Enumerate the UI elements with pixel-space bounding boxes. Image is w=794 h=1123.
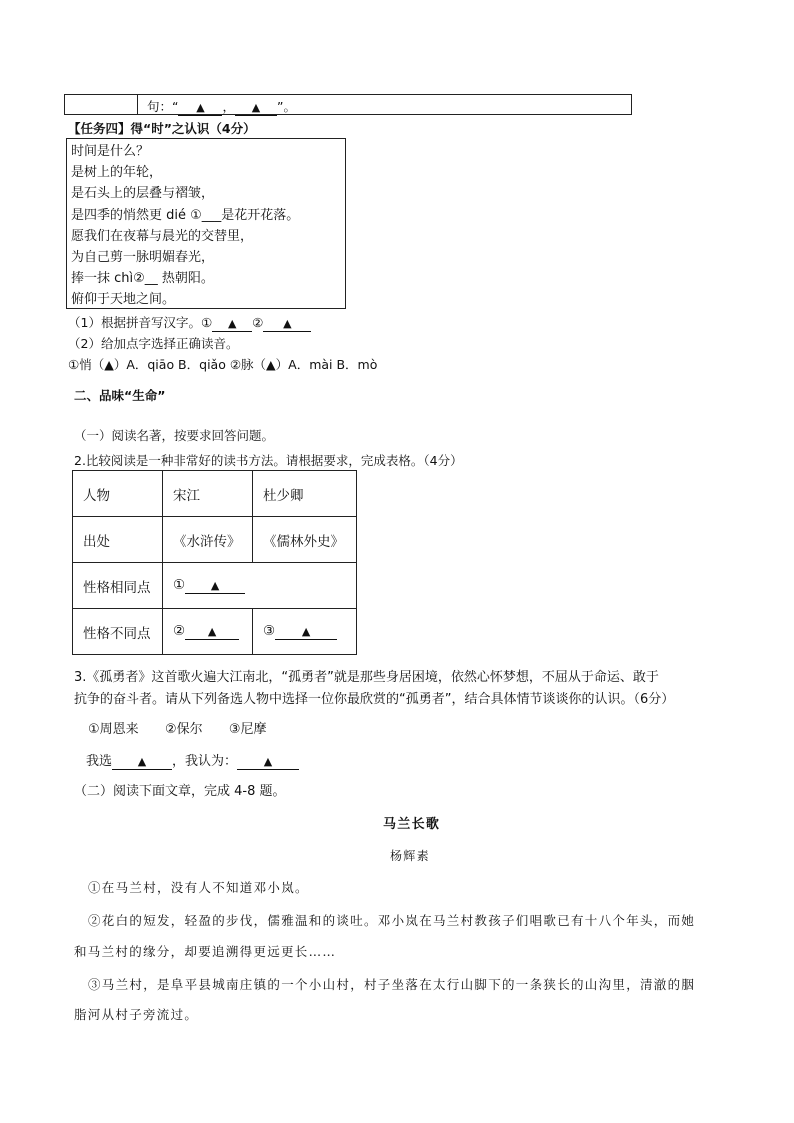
table-cell-answer [163, 609, 253, 655]
triangle-mark: ▲ [263, 755, 273, 768]
answer-blank[interactable] [112, 755, 172, 770]
table-cell: 杜少卿 [253, 471, 357, 517]
table-cell: 《儒林外史》 [253, 517, 357, 563]
table-row [73, 471, 357, 517]
question3-options [88, 718, 267, 737]
task4-title: 【任务四】得“时”之认识（4分） [68, 121, 256, 136]
poem-line: 愿我们在夜幕与晨光的交替里， [71, 228, 254, 244]
sentence-prefix: 句：“ [147, 99, 179, 114]
option-item: ③尼摩 [228, 722, 267, 737]
triangle-mark: ▲ [137, 755, 147, 768]
triangle-mark: ▲ [301, 625, 311, 638]
table-cell: 宋江 [163, 471, 253, 517]
part2-instruction: （二）阅读下面文章，完成 4-8 题。 [74, 784, 286, 799]
option-item: ②保尔 [164, 722, 203, 737]
table-cell: 性格相同点 [73, 563, 163, 609]
blank-number: ② [173, 623, 186, 639]
answer-blank[interactable] [275, 624, 337, 640]
answer-mid: ，我认为： [172, 754, 238, 769]
triangle-mark: ▲ [196, 101, 205, 114]
table-cell: 性格不同点 [73, 609, 163, 655]
separator: ， [222, 99, 235, 114]
blank-number: ② [252, 315, 264, 330]
comparison-table [72, 470, 357, 655]
sentence-suffix: ”。 [277, 99, 296, 114]
triangle-mark: ▲ [251, 101, 261, 114]
poem-line: 捧一抹 chì②__ 热朝阳。 [71, 271, 214, 287]
answer-blank[interactable] [237, 755, 299, 770]
triangle-mark: ▲ [210, 579, 220, 592]
article-paragraph: ①在马兰村，没有人不知道邓小岚。 [88, 880, 309, 895]
table-row [73, 609, 357, 655]
poem-line: 是石头上的层叠与褶皱， [71, 186, 215, 202]
answer-blank[interactable] [235, 100, 277, 116]
poem-line: 时间是什么？ [71, 144, 150, 159]
table-cell-answer [163, 563, 357, 609]
section2-title: 二、品味“生命” [74, 388, 166, 403]
table-cell: 《水浒传》 [163, 517, 253, 563]
blank-number: ① [173, 577, 186, 593]
answer-blank[interactable] [185, 578, 245, 594]
article-paragraph: 和马兰村的缘分，却要追溯得更远更长…… [74, 944, 337, 959]
poem-line: 是树上的年轮， [71, 165, 163, 181]
table-cell-answer [253, 609, 357, 655]
question2-title: 2.比较阅读是一种非常好的读书方法。请根据要求，完成表格。（4分） [74, 453, 463, 468]
article-title: 马兰长歌 [383, 817, 441, 832]
question3-answer [86, 750, 299, 770]
pronunciation-question: （2）给加点字选择正确读音。 [68, 336, 239, 351]
question3-line2: 抗争的奋斗者。请从下列备选人物中选择一位你最欣赏的“孤勇者”，结合具体情节谈谈你的认识。（6分） [74, 692, 675, 707]
table-cell: 人物 [73, 471, 163, 517]
answer-table-row [64, 94, 632, 115]
table-row [73, 563, 357, 609]
sentence-cell [147, 97, 296, 116]
table-row [73, 517, 357, 563]
triangle-mark: ▲ [283, 317, 292, 330]
article-paragraph: ③马兰村，是阜平县城南庄镇的一个小山村，村子坐落在太行山脚下的一条狭长的山沟里，清澈的胭 [88, 977, 696, 992]
poem-line: 为自己剪一脉明媚春光， [71, 249, 215, 265]
article-paragraph: 脂河从村子旁流过。 [74, 1007, 199, 1022]
table-divider [137, 95, 138, 114]
blank-number: ③ [263, 623, 276, 639]
pinyin-question [68, 313, 311, 332]
option-item: ①周恩来 [88, 722, 139, 737]
poem-box [66, 138, 346, 309]
triangle-mark: ▲ [227, 317, 237, 330]
answer-blank[interactable] [178, 100, 222, 116]
answer-blank[interactable] [185, 624, 239, 640]
answer-blank[interactable] [263, 316, 311, 332]
question3-line1: 3.《孤勇者》这首歌火遍大江南北，“孤勇者”就是那些身居困境，依然心怀梦想，不屈从于命运、敢于 [74, 670, 659, 685]
pinyin-question-text: （1）根据拼音写汉字。① [68, 315, 213, 330]
triangle-mark: ▲ [207, 625, 217, 638]
answer-prefix: 我选 [86, 754, 113, 769]
table-cell: 出处 [73, 517, 163, 563]
answer-blank[interactable] [212, 316, 252, 332]
article-author: 杨辉素 [390, 849, 430, 863]
pronunciation-options: ①悄（▲）A．qiāo B．qiǎo ②脉（▲）A．mài B．mò [68, 357, 378, 372]
poem-line: 俯仰于天地之间。 [71, 292, 176, 308]
article-paragraph: ②花白的短发，轻盈的步伐，儒雅温和的谈吐。邓小岚在马兰村教孩子们唱歌已有十八个年头，而她 [88, 913, 696, 928]
poem-line: 是四季的悄然更 dié ①___是花开花落。 [71, 207, 300, 223]
part1-instruction: （一）阅读名著，按要求回答问题。 [74, 428, 275, 443]
